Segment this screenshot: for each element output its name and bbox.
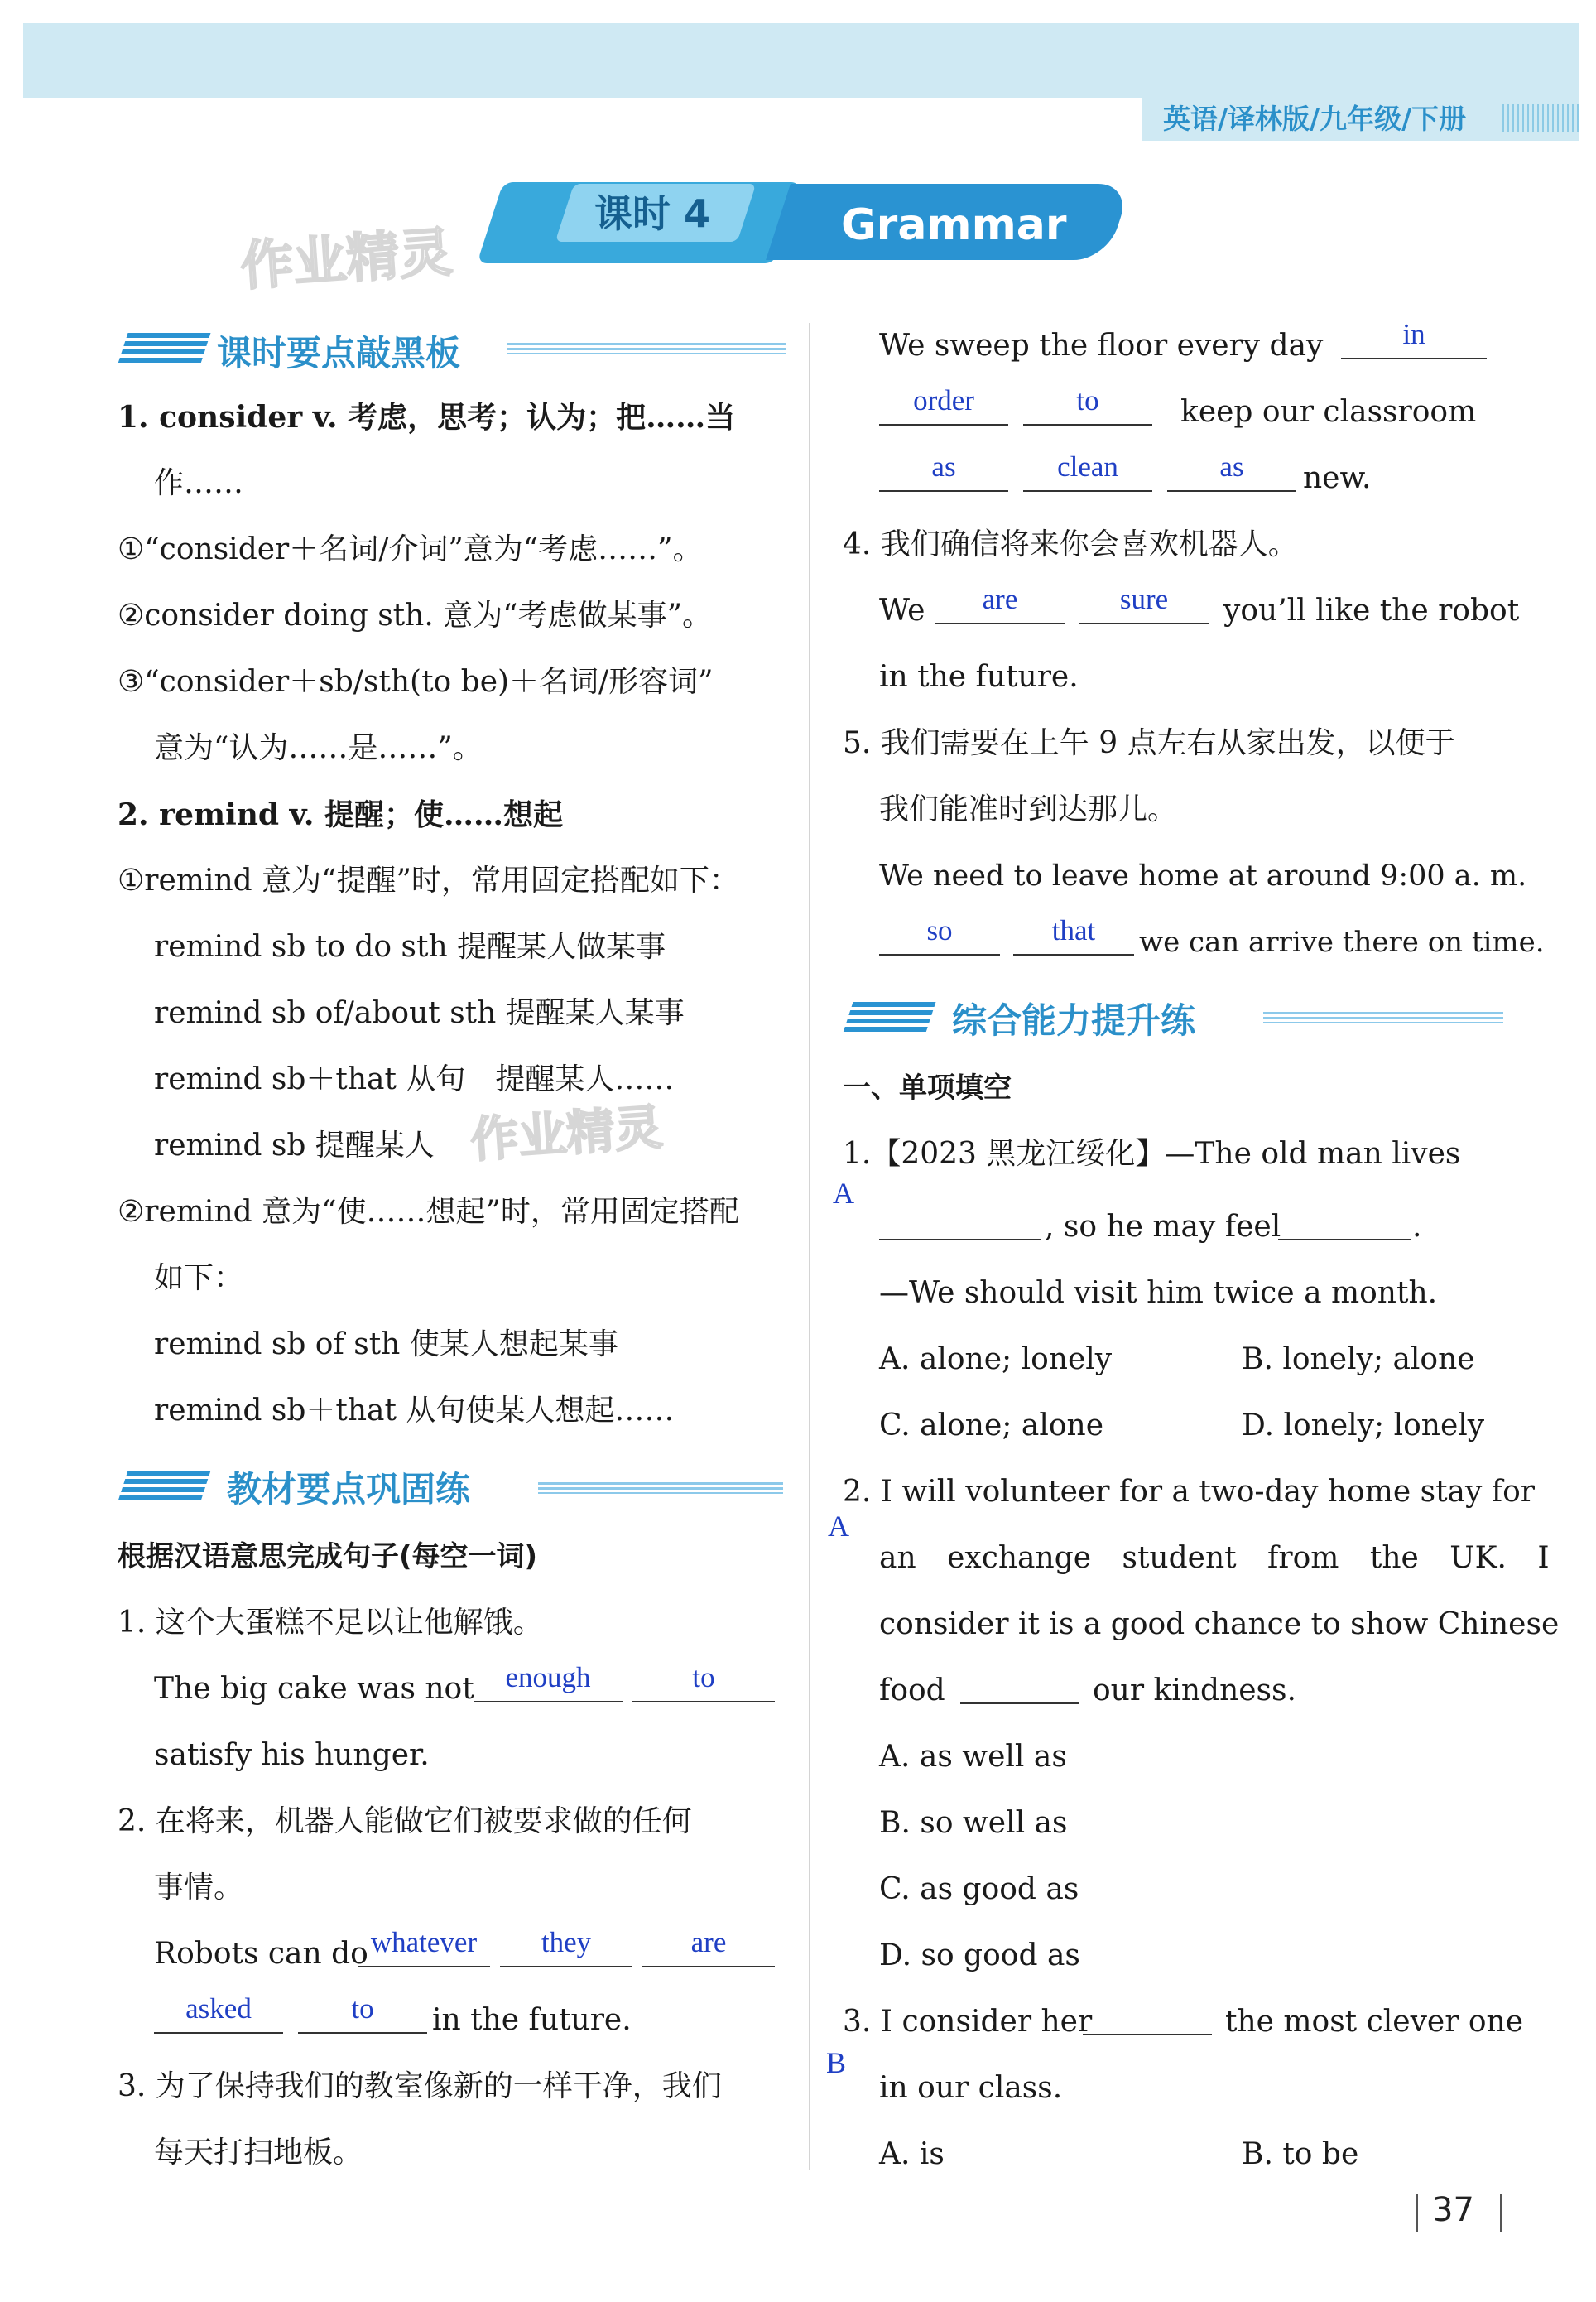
section-title-key-points: 课时要点敲黑板: [217, 333, 461, 373]
answer-blank[interactable]: to: [632, 1664, 775, 1702]
answer-blank[interactable]: to: [298, 1996, 427, 2034]
mc-1-option-d[interactable]: D. lonely; lonely: [1242, 1409, 1485, 1442]
answer-blank[interactable]: to: [1023, 388, 1152, 426]
section-stripes-icon: [118, 333, 211, 366]
remind-usage-1: ①remind 意为“提醒”时，常用固定搭配如下：: [118, 864, 739, 898]
section-rule: [538, 1482, 783, 1494]
consider-usage-1: ①“consider＋名词/介词”意为“考虑……”。: [118, 532, 703, 566]
question-4-english: We: [879, 594, 925, 628]
question-4-english-end: in the future.: [879, 660, 1079, 694]
question-1-english: The big cake was not: [154, 1672, 474, 1706]
question-3-english-end: new.: [1303, 461, 1372, 495]
answer-blank[interactable]: asked: [154, 1996, 283, 2034]
mc-1-reply: —We should visit him twice a month.: [879, 1276, 1438, 1310]
answer-blank[interactable]: they: [500, 1929, 632, 1967]
mc-3-option-b[interactable]: B. to be: [1242, 2137, 1359, 2171]
vocab-consider: 1. consider v. 考虑，思考；认为；把……当: [118, 400, 736, 435]
section-rule: [1263, 1012, 1503, 1023]
mc-1-blank[interactable]: [879, 1202, 1041, 1240]
column-divider: [809, 323, 810, 2170]
mc-1-stem: 1.【2023 黑龙江绥化】—The old man lives: [843, 1137, 1461, 1171]
mc-3-stem-cont: the most clever one: [1225, 2005, 1524, 2039]
page-number-bar-left: [1416, 2194, 1418, 2232]
question-2-chinese-cont: 事情。: [154, 1871, 244, 1905]
section-rule: [507, 343, 786, 354]
section-title-comprehensive: 综合能力提升练: [952, 1000, 1196, 1041]
question-2-english: Robots can do: [154, 1937, 368, 1971]
answer-blank[interactable]: as: [879, 454, 1008, 492]
consider-usage-2: ②consider doing sth. 意为“考虑做某事”。: [118, 599, 713, 633]
header-hatch: [1502, 104, 1579, 132]
section-stripes-icon: [843, 1002, 936, 1035]
question-5-english-cont: we can arrive there on time.: [1139, 926, 1545, 959]
answer-blank[interactable]: clean: [1023, 454, 1152, 492]
running-head: 英语/译林版/九年级/下册: [1163, 103, 1467, 135]
vocab-remind: 2. remind v. 提醒；使……想起: [118, 797, 563, 832]
question-4-english-cont: you’ll like the robot: [1223, 594, 1520, 628]
mc-3-stem-end: in our class.: [879, 2071, 1063, 2105]
remind-pattern: remind sb of sth 使某人想起某事: [154, 1327, 618, 1361]
mc-1-stem-cont: , so he may feel: [1045, 1210, 1281, 1244]
mc-2-option-a[interactable]: A. as well as: [879, 1740, 1067, 1774]
mc-1-option-b[interactable]: B. lonely; alone: [1242, 1342, 1475, 1376]
question-2-chinese: 2. 在将来，机器人能做它们被要求做的任何: [118, 1804, 692, 1838]
mc-2-option-d[interactable]: D. so good as: [879, 1938, 1080, 1972]
mc-2-stem: 2. I will volunteer for a two-day home stay for: [843, 1475, 1535, 1509]
question-2-english-cont: in the future.: [432, 2003, 632, 2037]
lesson-number: 课时 4: [594, 191, 711, 236]
watermark-top: 作业精灵: [238, 222, 454, 298]
question-5-english: We need to leave home at around 9:00 a. m.: [879, 860, 1527, 893]
mc-1-option-a[interactable]: A. alone; lonely: [879, 1342, 1113, 1376]
answer-blank[interactable]: sure: [1079, 586, 1209, 624]
mc-2-stem-end: our kindness.: [1093, 1674, 1296, 1707]
part-heading-single-choice: 一、单项填空: [843, 1072, 1012, 1105]
section-stripes-icon: [118, 1471, 211, 1504]
question-1-chinese: 1. 这个大蛋糕不足以让他解饿。: [118, 1606, 543, 1640]
remind-pattern: remind sb 提醒某人: [154, 1129, 435, 1163]
mc-3-stem: 3. I consider her: [843, 2005, 1093, 2039]
mc-2-blank[interactable]: [960, 1666, 1079, 1704]
remind-pattern: remind sb to do sth 提醒某人做某事: [154, 930, 666, 964]
mc-2-option-c[interactable]: C. as good as: [879, 1872, 1079, 1906]
header-band: [23, 23, 1579, 98]
mc-2-answer: A: [828, 1510, 849, 1543]
watermark-middle: 作业精灵: [469, 1098, 665, 1168]
exercise-instruction: 根据汉语意思完成句子(每空一词): [118, 1540, 538, 1573]
answer-blank[interactable]: that: [1013, 917, 1134, 956]
mc-2-stem-cont: food: [879, 1674, 945, 1707]
question-3-english: We sweep the floor every day: [879, 329, 1324, 363]
mc-1-stem-end: .: [1412, 1210, 1422, 1244]
mc-3-blank[interactable]: [1083, 1997, 1212, 2035]
mc-1-option-c[interactable]: C. alone; alone: [879, 1409, 1104, 1442]
page-number: 37: [1432, 2191, 1474, 2229]
answer-blank[interactable]: are: [642, 1929, 775, 1967]
remind-pattern: remind sb of/about sth 提醒某人某事: [154, 996, 685, 1030]
question-5-chinese-cont: 我们能准时到达那儿。: [879, 792, 1178, 826]
question-3-english-cont: keep our classroom: [1180, 395, 1477, 429]
remind-pattern: remind sb＋that 从句 提醒某人……: [154, 1062, 675, 1096]
lesson-title: Grammar: [841, 200, 1067, 250]
question-3-chinese: 3. 为了保持我们的教室像新的一样干净，我们: [118, 2069, 722, 2103]
mc-2-stem-cont: consider it is a good chance to show Chinese: [879, 1607, 1560, 1641]
mc-2-stem-cont: an exchange student from the UK. I: [879, 1541, 1550, 1575]
mc-3-answer: B: [826, 2046, 847, 2079]
question-4-chinese: 4. 我们确信将来你会喜欢机器人。: [843, 527, 1298, 561]
answer-blank[interactable]: enough: [474, 1664, 623, 1702]
remind-usage-2: ②remind 意为“使……想起”时，常用固定搭配: [118, 1195, 739, 1229]
consider-usage-3: ③“consider＋sb/sth(to be)＋名词/形容词”: [118, 665, 714, 699]
question-3-chinese-cont: 每天打扫地板。: [154, 2136, 363, 2170]
question-5-chinese: 5. 我们需要在上午 9 点左右从家出发，以便于: [843, 726, 1455, 760]
section-title-textbook-practice: 教材要点巩固练: [227, 1469, 471, 1510]
page-number-bar-right: [1500, 2194, 1502, 2232]
remind-usage-2-cont: 如下：: [154, 1261, 244, 1295]
answer-blank[interactable]: so: [879, 917, 1000, 956]
remind-pattern: remind sb＋that 从句使某人想起……: [154, 1394, 675, 1428]
answer-blank[interactable]: are: [935, 586, 1065, 624]
answer-blank[interactable]: whatever: [358, 1929, 490, 1967]
mc-1-answer: A: [833, 1177, 854, 1210]
answer-blank[interactable]: as: [1167, 454, 1296, 492]
mc-3-option-a[interactable]: A. is: [879, 2137, 945, 2171]
vocab-consider-cont: 作……: [154, 466, 244, 500]
question-1-english-cont: satisfy his hunger.: [154, 1738, 430, 1772]
mc-1-blank[interactable]: [1278, 1202, 1411, 1240]
mc-2-option-b[interactable]: B. so well as: [879, 1806, 1068, 1840]
answer-blank[interactable]: in: [1341, 321, 1487, 359]
consider-usage-3-cont: 意为“认为……是……”。: [154, 731, 483, 765]
answer-blank[interactable]: order: [879, 388, 1008, 426]
